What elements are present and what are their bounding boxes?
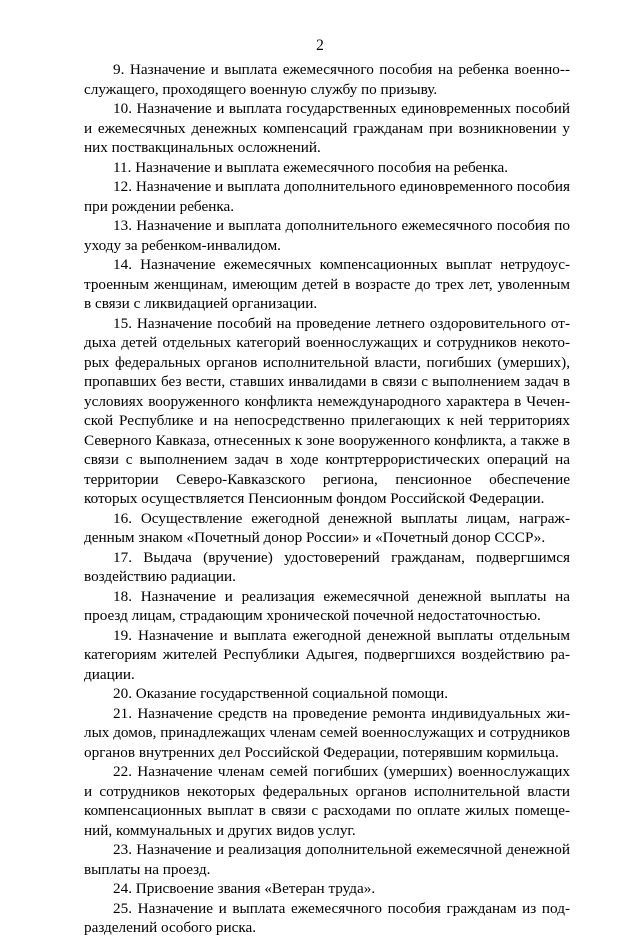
document-body xyxy=(84,60,570,938)
list-item-22: 22. Назначение членам семей погибших (умерших) военнослужащих и сотрудников некоторых федеральных органов исполнительной власти компенсационных выплат в связи с расходами по оплате жилых помещений, коммунальных и других видов услуг. xyxy=(84,763,570,839)
list-item-21: 21. Назначение средств на проведение ремонта индивидуальных жилых домов, принадлежащих членам семей военнослужащих и сотрудников органов внутренних дел Российской Федерации, потерявшим кормильца. xyxy=(84,704,570,761)
list-item-10: 10. Назначение и выплата государственных единовременных пособий и ежемесячных денежных компенсаций гражданам при возникновении у них поствакцинальных осложнений. xyxy=(84,100,570,156)
list-item-13: 13. Назначение и выплата дополнительного ежемесячного пособия по уходу за ребенком-инвалидом. xyxy=(84,217,570,254)
list-item-20: 20. Оказание государственной социальной помощи. xyxy=(113,685,449,702)
list-item-19: 19. Назначение и выплата ежегодной денежной выплаты отдельным категориям жителей Республики Адыгея, подвергшихся воздействию радиации. xyxy=(84,626,570,683)
list-item-11: 11. Назначение и выплата ежемесячного пособия на ребенка. xyxy=(113,158,509,176)
list-item-18: 18. Назначение и реализация ежемесячной денежной выплаты на проезд лицам, страдающим хронической почечной недостаточностью. xyxy=(84,587,570,624)
page-number: 2 xyxy=(316,37,324,54)
list-item-25: 25. Назначение и выплата ежемесячного пособия гражданам из подразделений особого риска. xyxy=(84,899,570,936)
list-item-14: 14. Назначение ежемесячных компенсационных выплат нетрудоустроенным женщинам, имеющим детей в возрасте до трех лет, уволенным в связи с ликвидацией организации. xyxy=(84,256,570,312)
list-item-15: 15. Назначение пособий на проведение летнего оздоровительного отдыха детей отдельных категорий военнослужащих и сотрудников некоторых федеральных органов исполнительной власти, погибших (умерших), пропавших без вести, ставших инвалидами в связи с выполнением задач в условиях вооруженного конфликта немеждународного характера в Чеченской Республике и на непосредственно прилегающих к ней территориях Северного Кавказа, отнесенных к зоне вооруженного конфликта, а также в связи с выполнением задач в ходе контртеррористических операций на территории Северо-Кавказского региона, пенсионное обеспечение которых осуществляется Пенсионным фондом Российской Федерации. xyxy=(84,314,570,507)
list-item-9: 9. Назначение и выплата ежемесячного пособия на ребенка военно-служащего, проходящего военную службу по призыву. xyxy=(84,61,570,98)
list-item-23: 23. Назначение и реализация дополнительной ежемесячной денежной выплаты на проезд. xyxy=(84,841,570,878)
list-item-24: 24. Присвоение звания «Ветеран труда». xyxy=(113,880,376,897)
list-item-17: 17. Выдача (вручение) удостоверений гражданам, подвергшимся воздействию радиации. xyxy=(84,548,570,585)
list-item-12: 12. Назначение и выплата дополнительного единовременного пособия при рождении ребенка. xyxy=(84,178,570,215)
list-item-16: 16. Осуществление ежегодной денежной выплаты лицам, награжденным знаком «Почетный донор России» и «Почетный донор СССР». xyxy=(84,509,570,546)
